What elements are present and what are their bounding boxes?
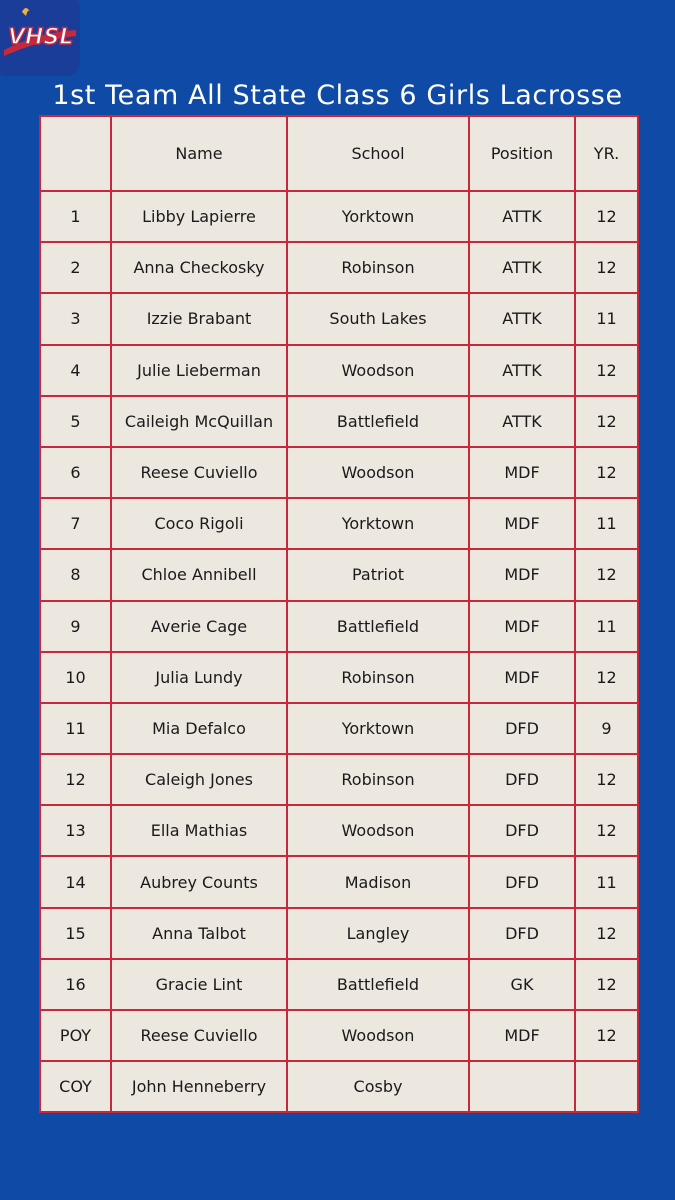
table-row [40, 601, 638, 652]
name-cell: Averie Cage [111, 601, 287, 652]
table-header-row [40, 116, 638, 191]
table-row [40, 242, 638, 293]
rank-cell: 12 [40, 754, 111, 805]
school-cell: Battlefield [287, 959, 469, 1010]
rank-cell: 15 [40, 908, 111, 959]
rank-cell: 7 [40, 498, 111, 549]
name-cell: Julia Lundy [111, 652, 287, 703]
name-cell: Gracie Lint [111, 959, 287, 1010]
header-year: YR. [575, 116, 638, 191]
year-cell: 12 [575, 908, 638, 959]
school-cell: Cosby [287, 1061, 469, 1112]
rank-cell: POY [40, 1010, 111, 1061]
table-row [40, 345, 638, 396]
position-cell: DFD [469, 908, 575, 959]
table-row [40, 191, 638, 242]
table-row [40, 396, 638, 447]
position-cell: DFD [469, 805, 575, 856]
rank-cell: COY [40, 1061, 111, 1112]
year-cell: 12 [575, 191, 638, 242]
header-name: Name [111, 116, 287, 191]
position-cell: MDF [469, 549, 575, 600]
school-cell: Langley [287, 908, 469, 959]
header-rank [40, 116, 111, 191]
year-cell: 12 [575, 447, 638, 498]
rank-cell: 1 [40, 191, 111, 242]
page-title: 1st Team All State Class 6 Girls Lacrosse [52, 80, 623, 111]
year-cell: 12 [575, 652, 638, 703]
name-cell: Aubrey Counts [111, 856, 287, 907]
school-cell: Robinson [287, 242, 469, 293]
table-row [40, 652, 638, 703]
position-cell: GK [469, 959, 575, 1010]
table-row [40, 549, 638, 600]
name-cell: Reese Cuviello [111, 1010, 287, 1061]
rank-cell: 11 [40, 703, 111, 754]
rank-cell: 9 [40, 601, 111, 652]
name-cell: John Henneberry [111, 1061, 287, 1112]
position-cell: ATTK [469, 242, 575, 293]
year-cell [575, 1061, 638, 1112]
position-cell: MDF [469, 1010, 575, 1061]
position-cell [469, 1061, 575, 1112]
table-row [40, 703, 638, 754]
year-cell: 12 [575, 805, 638, 856]
school-cell: Robinson [287, 652, 469, 703]
year-cell: 12 [575, 754, 638, 805]
rank-cell: 14 [40, 856, 111, 907]
school-cell: Woodson [287, 345, 469, 396]
name-cell: Izzie Brabant [111, 293, 287, 344]
year-cell: 12 [575, 345, 638, 396]
school-cell: Woodson [287, 805, 469, 856]
rank-cell: 8 [40, 549, 111, 600]
position-cell: DFD [469, 703, 575, 754]
name-cell: Ella Mathias [111, 805, 287, 856]
position-cell: MDF [469, 498, 575, 549]
school-cell: Battlefield [287, 396, 469, 447]
header-position: Position [469, 116, 575, 191]
school-cell: Woodson [287, 1010, 469, 1061]
name-cell: Reese Cuviello [111, 447, 287, 498]
table-row [40, 293, 638, 344]
school-cell: Patriot [287, 549, 469, 600]
school-cell: Yorktown [287, 498, 469, 549]
position-cell: DFD [469, 754, 575, 805]
year-cell: 12 [575, 959, 638, 1010]
rank-cell: 13 [40, 805, 111, 856]
position-cell: MDF [469, 601, 575, 652]
table-row [40, 805, 638, 856]
table-row [40, 1010, 638, 1061]
rank-cell: 2 [40, 242, 111, 293]
year-cell: 12 [575, 549, 638, 600]
svg-text:VHSL: VHSL [8, 25, 74, 50]
year-cell: 12 [575, 242, 638, 293]
rank-cell: 6 [40, 447, 111, 498]
vhsl-logo [0, 0, 80, 76]
rank-cell: 4 [40, 345, 111, 396]
year-cell: 9 [575, 703, 638, 754]
name-cell: Anna Talbot [111, 908, 287, 959]
year-cell: 11 [575, 601, 638, 652]
rank-cell: 5 [40, 396, 111, 447]
school-cell: Madison [287, 856, 469, 907]
position-cell: ATTK [469, 293, 575, 344]
name-cell: Caileigh McQuillan [111, 396, 287, 447]
table-row [40, 498, 638, 549]
year-cell: 11 [575, 498, 638, 549]
position-cell: ATTK [469, 396, 575, 447]
rank-cell: 16 [40, 959, 111, 1010]
position-cell: MDF [469, 447, 575, 498]
name-cell: Anna Checkosky [111, 242, 287, 293]
position-cell: MDF [469, 652, 575, 703]
school-cell: Battlefield [287, 601, 469, 652]
school-cell: Yorktown [287, 703, 469, 754]
rank-cell: 3 [40, 293, 111, 344]
position-cell: ATTK [469, 191, 575, 242]
header-school: School [287, 116, 469, 191]
year-cell: 12 [575, 396, 638, 447]
all-state-table [39, 115, 639, 1113]
table-row [40, 856, 638, 907]
name-cell: Julie Lieberman [111, 345, 287, 396]
table-row [40, 908, 638, 959]
year-cell: 12 [575, 1010, 638, 1061]
year-cell: 11 [575, 293, 638, 344]
table-row [40, 1061, 638, 1112]
name-cell: Libby Lapierre [111, 191, 287, 242]
table-row [40, 447, 638, 498]
table-row [40, 959, 638, 1010]
position-cell: ATTK [469, 345, 575, 396]
name-cell: Chloe Annibell [111, 549, 287, 600]
name-cell: Coco Rigoli [111, 498, 287, 549]
school-cell: Robinson [287, 754, 469, 805]
school-cell: Woodson [287, 447, 469, 498]
school-cell: Yorktown [287, 191, 469, 242]
rank-cell: 10 [40, 652, 111, 703]
year-cell: 11 [575, 856, 638, 907]
table-row [40, 754, 638, 805]
position-cell: DFD [469, 856, 575, 907]
name-cell: Caleigh Jones [111, 754, 287, 805]
name-cell: Mia Defalco [111, 703, 287, 754]
school-cell: South Lakes [287, 293, 469, 344]
